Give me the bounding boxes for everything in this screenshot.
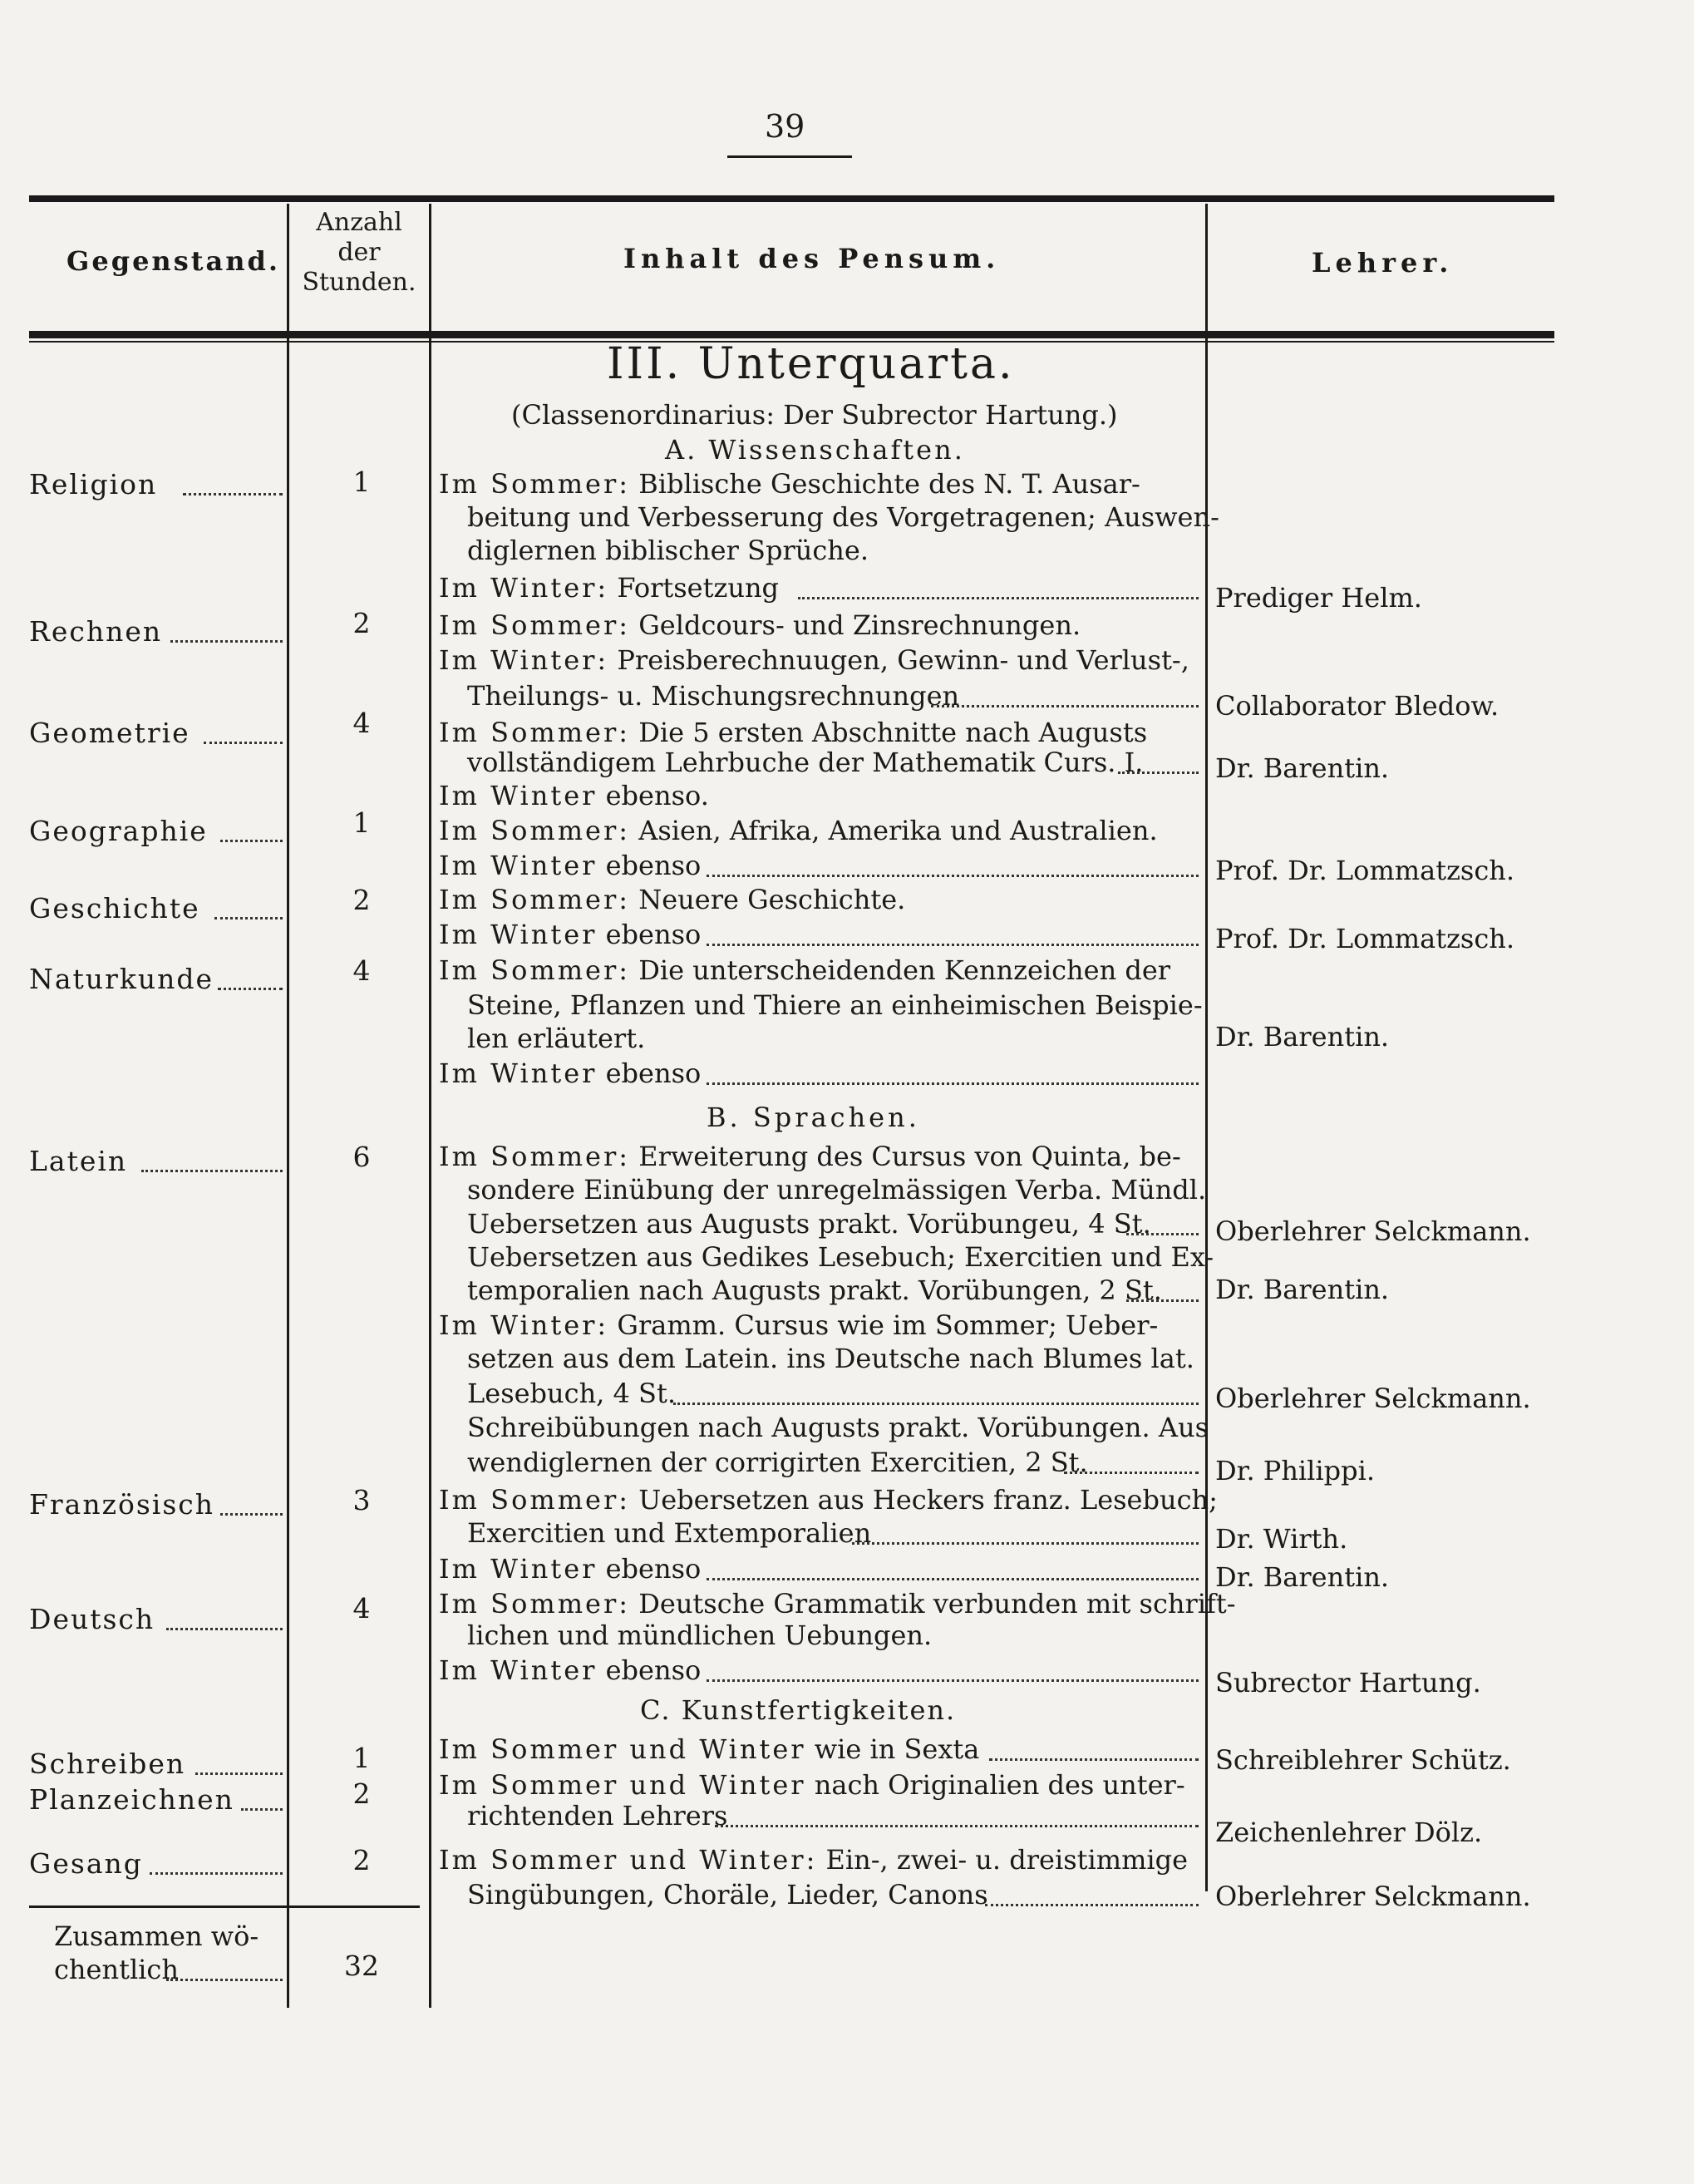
dots bbox=[170, 640, 283, 643]
content-line: wendiglernen der corrigirten Exercitien, 2 St. bbox=[467, 1447, 1088, 1478]
content-rest: ebenso bbox=[605, 919, 702, 950]
content-rest: Erweiterung des Cursus von Quinta, be- bbox=[638, 1141, 1181, 1172]
content-lead: Im Winter bbox=[439, 780, 598, 811]
content-line: lichen und mündlichen Uebungen. bbox=[467, 1620, 933, 1651]
subject-latein: Latein bbox=[29, 1145, 128, 1177]
section-c: C. Kunstfertigkeiten. bbox=[640, 1694, 957, 1726]
content-line: len erläutert. bbox=[467, 1023, 646, 1054]
content-line bbox=[439, 884, 905, 915]
content-rest: Biblische Geschichte des N. T. Ausar- bbox=[638, 468, 1140, 500]
dots bbox=[166, 1979, 283, 1981]
hours-religion: 1 bbox=[352, 466, 371, 498]
content-line bbox=[439, 919, 701, 950]
teacher: Dr. Barentin. bbox=[1215, 1561, 1390, 1593]
content-line: Lesebuch, 4 St. bbox=[467, 1378, 676, 1409]
content-lead: Im Winter bbox=[439, 1057, 598, 1089]
content-lead: Im Sommer: bbox=[439, 1588, 631, 1620]
teacher: Dr. Barentin. bbox=[1215, 1021, 1390, 1053]
content-line bbox=[439, 1769, 1185, 1801]
col-divider-1 bbox=[287, 204, 289, 2008]
dots bbox=[204, 742, 283, 744]
content-line bbox=[439, 644, 1189, 676]
content-lead: Im Winter bbox=[439, 850, 598, 881]
dots bbox=[166, 1628, 283, 1630]
dots bbox=[150, 1872, 283, 1875]
content-line: Uebersetzen aus Augusts prakt. Vorübungeu, 4 St. bbox=[467, 1208, 1151, 1240]
dots bbox=[241, 1808, 283, 1811]
header-gegenstand: Gegenstand. bbox=[66, 245, 280, 277]
content-line: Singübungen, Choräle, Lieder, Canons bbox=[467, 1879, 988, 1910]
content-line: diglernen biblischer Sprüche. bbox=[467, 535, 869, 566]
teacher: Prof. Dr. Lommatzsch. bbox=[1215, 923, 1515, 954]
content-line: Schreibübungen nach Augusts prakt. Vorübungen. Aus bbox=[467, 1412, 1209, 1443]
content-rest: ebenso bbox=[605, 1057, 702, 1089]
content-lead: Im Sommer und Winter bbox=[439, 1733, 806, 1765]
dots bbox=[218, 988, 283, 990]
content-line bbox=[439, 1309, 1158, 1341]
content-rest: ebenso. bbox=[605, 780, 709, 811]
content-rest: Gramm. Cursus wie im Sommer; Ueber- bbox=[617, 1309, 1159, 1341]
teacher: Prediger Helm. bbox=[1215, 582, 1422, 614]
subject-franzoesisch: Französisch bbox=[29, 1488, 215, 1521]
header-lehrer: Lehrer. bbox=[1312, 247, 1454, 279]
teacher: Oberlehrer Selckmann. bbox=[1215, 1383, 1531, 1414]
content-rest: ebenso bbox=[605, 1654, 702, 1686]
content-lead: Im Sommer und Winter: bbox=[439, 1844, 818, 1876]
teacher: Zeichenlehrer Dölz. bbox=[1215, 1817, 1483, 1848]
content-line: richtenden Lehrers bbox=[467, 1800, 728, 1832]
content-rest: Ein-, zwei- u. dreistimmige bbox=[825, 1844, 1189, 1876]
content-lead: Im Sommer: bbox=[439, 468, 631, 500]
dots bbox=[989, 1758, 1199, 1761]
teacher: Dr. Barentin. bbox=[1215, 1274, 1390, 1305]
header-anzahl-line2: der bbox=[337, 238, 381, 267]
content-line bbox=[439, 1588, 1236, 1620]
dots bbox=[220, 840, 283, 842]
hours-deutsch: 4 bbox=[352, 1592, 371, 1624]
total-rule bbox=[29, 1905, 420, 1908]
content-lead: Im Sommer: bbox=[439, 954, 631, 986]
content-line: setzen aus dem Latein. ins Deutsche nach Blumes lat. bbox=[467, 1343, 1194, 1374]
teacher: Oberlehrer Selckmann. bbox=[1215, 1881, 1531, 1912]
content-lead: Im Sommer: bbox=[439, 1141, 631, 1172]
content-line bbox=[439, 572, 779, 604]
content-rest: ebenso bbox=[605, 1553, 702, 1585]
content-line bbox=[439, 1553, 701, 1585]
dots bbox=[195, 1772, 283, 1775]
col-divider-2 bbox=[429, 204, 431, 2008]
total-label-2: chentlich bbox=[54, 1954, 179, 1985]
section-a: A. Wissenschaften. bbox=[665, 434, 965, 466]
content-line bbox=[439, 954, 1170, 986]
subject-religion bbox=[29, 468, 157, 500]
subject-religion-label: Religion bbox=[29, 468, 158, 500]
content-line: Uebersetzen aus Gedikes Lesebuch; Exercitien und Ex- bbox=[467, 1241, 1214, 1273]
page-number-underline bbox=[727, 155, 852, 158]
hours-schreiben: 1 bbox=[352, 1742, 371, 1774]
subject-schreiben: Schreiben bbox=[29, 1748, 186, 1780]
content-rest: Uebersetzen aus Heckers franz. Lesebuch; bbox=[638, 1484, 1218, 1516]
content-lead: Im Winter bbox=[439, 1654, 598, 1686]
hours-latein: 6 bbox=[352, 1141, 371, 1173]
teacher: Collaborator Bledow. bbox=[1215, 690, 1499, 722]
hours-planzeichnen: 2 bbox=[352, 1777, 371, 1810]
content-line: vollständigem Lehrbuche der Mathematik Curs. I. bbox=[467, 747, 1144, 778]
teacher: Subrector Hartung. bbox=[1215, 1667, 1481, 1698]
content-rest: ebenso bbox=[605, 850, 702, 881]
hours-naturkunde: 4 bbox=[352, 954, 371, 987]
content-lead: Im Sommer: bbox=[439, 884, 631, 915]
subject-deutsch: Deutsch bbox=[29, 1603, 155, 1635]
total-label-1: Zusammen wö- bbox=[54, 1920, 259, 1952]
content-rest: Preisberechnuugen, Gewinn- und Verlust-, bbox=[617, 644, 1189, 676]
content-rest: nach Originalien des unter- bbox=[814, 1769, 1185, 1801]
content-lead: Im Winter: bbox=[439, 644, 609, 676]
content-line bbox=[439, 1484, 1218, 1516]
section-ordinarius: (Classenordinarius: Der Subrector Hartung.) bbox=[511, 399, 1118, 431]
dots bbox=[715, 1825, 1199, 1827]
subject-rechnen: Rechnen bbox=[29, 615, 163, 648]
content-line bbox=[439, 717, 1147, 748]
content-line bbox=[439, 1057, 701, 1089]
content-line: Exercitien und Extemporalien bbox=[467, 1517, 872, 1549]
hours-rechnen: 2 bbox=[352, 607, 371, 639]
content-rest: Fortsetzung bbox=[617, 572, 780, 604]
hours-geschichte: 2 bbox=[352, 884, 371, 916]
teacher: Dr. Wirth. bbox=[1215, 1523, 1348, 1555]
content-lead: Im Sommer und Winter bbox=[439, 1769, 806, 1801]
teacher: Schreiblehrer Schütz. bbox=[1215, 1744, 1511, 1776]
content-line bbox=[439, 1141, 1181, 1172]
dots bbox=[1118, 772, 1199, 774]
content-rest: Asien, Afrika, Amerika und Australien. bbox=[638, 815, 1158, 846]
teacher: Dr. Philippi. bbox=[1215, 1455, 1375, 1486]
header-anzahl bbox=[293, 208, 426, 298]
content-line: Theilungs- u. Mischungsrechnungen bbox=[467, 680, 960, 712]
content-lead: Im Winter: bbox=[439, 1309, 609, 1341]
content-rest: Deutsche Grammatik verbunden mit schrift- bbox=[638, 1588, 1236, 1620]
section-b: B. Sprachen. bbox=[707, 1102, 920, 1133]
top-rule bbox=[29, 195, 1554, 202]
teacher: Dr. Barentin. bbox=[1215, 752, 1390, 784]
content-rest: Die unterscheidenden Kennzeichen der bbox=[638, 954, 1171, 986]
header-anzahl-line3: Stunden. bbox=[302, 268, 416, 297]
content-line bbox=[439, 1654, 701, 1686]
subject-planzeichnen: Planzeichnen bbox=[29, 1783, 234, 1816]
hours-geometrie: 4 bbox=[352, 707, 371, 739]
dots bbox=[1064, 1472, 1199, 1474]
col-divider-3 bbox=[1205, 204, 1208, 1891]
content-lead: Im Winter bbox=[439, 1553, 598, 1585]
dots bbox=[1126, 1233, 1199, 1235]
dots bbox=[707, 944, 1199, 946]
content-line bbox=[439, 780, 709, 811]
content-line: Steine, Pflanzen und Thiere an einheimischen Beispie- bbox=[467, 989, 1203, 1021]
content-lead: Im Winter: bbox=[439, 572, 609, 604]
dots bbox=[1126, 1299, 1199, 1302]
content-rest: Neuere Geschichte. bbox=[638, 884, 906, 915]
teacher: Oberlehrer Selckmann. bbox=[1215, 1215, 1531, 1247]
content-line: beitung und Verbesserung des Vorgetragenen; Auswen- bbox=[467, 501, 1219, 533]
content-lead: Im Sommer: bbox=[439, 609, 631, 641]
content-line bbox=[439, 609, 1081, 641]
dots bbox=[220, 1513, 283, 1516]
dots bbox=[798, 597, 1199, 599]
content-line bbox=[439, 1844, 1188, 1876]
subject-geographie: Geographie bbox=[29, 815, 208, 847]
hours-gesang: 2 bbox=[352, 1844, 371, 1876]
dots bbox=[183, 493, 283, 495]
content-line bbox=[439, 815, 1158, 846]
content-rest: Die 5 ersten Abschnitte nach Augusts bbox=[638, 717, 1148, 748]
header-inhalt: Inhalt des Pensum. bbox=[623, 243, 1001, 274]
subject-geschichte: Geschichte bbox=[29, 892, 200, 924]
hours-franzoesisch: 3 bbox=[352, 1484, 371, 1516]
subject-geometrie: Geometrie bbox=[29, 717, 190, 749]
dots bbox=[141, 1170, 283, 1172]
content-lead: Im Winter bbox=[439, 919, 598, 950]
content-line bbox=[439, 1733, 979, 1765]
page-number: 39 bbox=[765, 108, 805, 145]
dots bbox=[707, 1082, 1199, 1085]
dots bbox=[852, 1542, 1199, 1545]
hours-total: 32 bbox=[344, 1950, 379, 1982]
dots bbox=[707, 875, 1199, 877]
subject-gesang: Gesang bbox=[29, 1847, 143, 1880]
content-line bbox=[439, 850, 701, 881]
content-lead: Im Sommer: bbox=[439, 717, 631, 748]
content-lead: Im Sommer: bbox=[439, 1484, 631, 1516]
dots bbox=[707, 1679, 1199, 1682]
content-rest: wie in Sexta bbox=[814, 1733, 980, 1765]
dots bbox=[985, 1904, 1199, 1906]
content-lead: Im Sommer: bbox=[439, 815, 631, 846]
content-line bbox=[439, 468, 1140, 500]
section-title: III. Unterquarta. bbox=[607, 339, 1015, 389]
content-line: sondere Einübung der unregelmässigen Verba. Mündl. bbox=[467, 1174, 1207, 1205]
content-rest: Geldcours- und Zinsrechnungen. bbox=[638, 609, 1081, 641]
dots bbox=[707, 1578, 1199, 1580]
header-anzahl-line1: Anzahl bbox=[316, 208, 402, 237]
header-bottom-rule bbox=[29, 331, 1554, 338]
hours-geographie: 1 bbox=[352, 806, 371, 839]
subject-naturkunde: Naturkunde bbox=[29, 963, 214, 995]
dots bbox=[931, 705, 1199, 707]
dots bbox=[214, 917, 283, 919]
dots bbox=[673, 1403, 1199, 1405]
teacher: Prof. Dr. Lommatzsch. bbox=[1215, 855, 1515, 886]
content-line: temporalien nach Augusts prakt. Vorübungen, 2 St. bbox=[467, 1274, 1162, 1306]
